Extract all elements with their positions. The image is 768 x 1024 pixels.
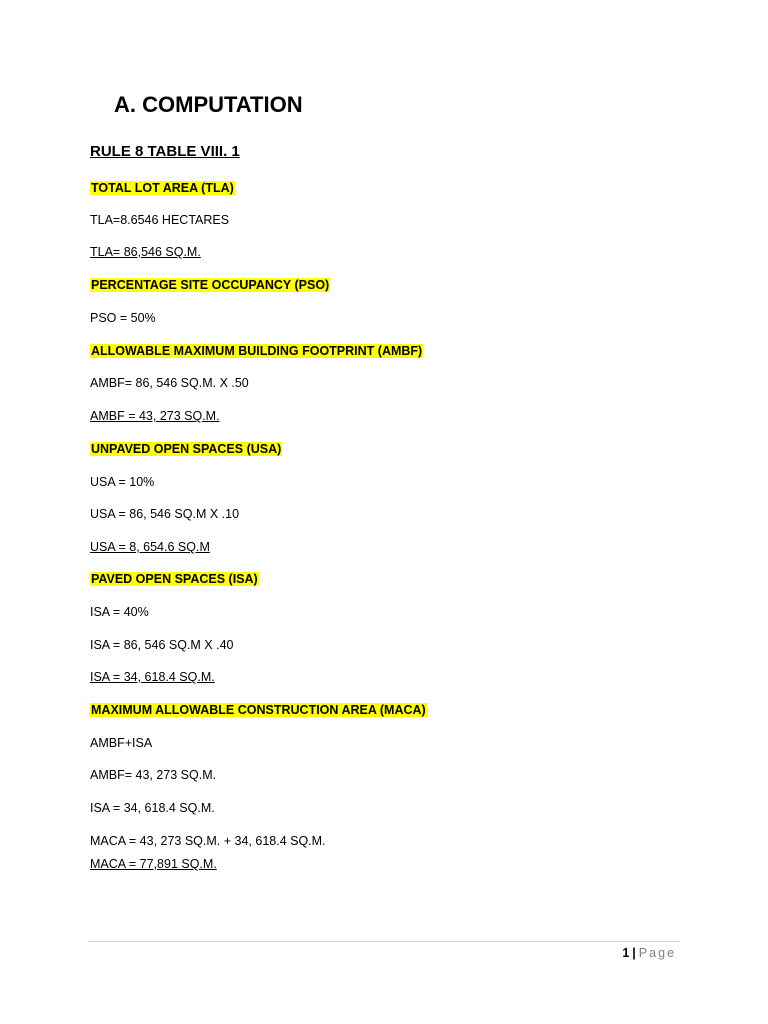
computation-line (90, 408, 220, 424)
line-text: MACA = 77,891 SQ.M. (90, 857, 217, 871)
line-text: TLA=8.6546 HECTARES (90, 213, 230, 227)
computation-line (90, 735, 152, 751)
line-text: MACA = 43, 273 SQ.M. + 34, 618.4 SQ.M. (90, 834, 326, 848)
section-heading (90, 277, 330, 293)
heading-text: PERCENTAGE SITE OCCUPANCY (PSO) (91, 278, 330, 292)
section-heading (90, 702, 427, 718)
line-text: AMBF = 43, 273 SQ.M. (90, 409, 220, 423)
heading-text: PAVED OPEN SPACES (ISA) (91, 572, 258, 586)
page-title: A. COMPUTATION (114, 92, 303, 117)
computation-line (90, 856, 217, 872)
page-label: Page (638, 946, 676, 960)
line-text: ISA = 40% (90, 605, 149, 619)
heading-text: UNPAVED OPEN SPACES (USA) (91, 442, 282, 456)
computation-line (90, 800, 215, 816)
line-text: USA = 86, 546 SQ.M X .10 (90, 507, 240, 521)
line-text: AMBF+ISA (90, 736, 153, 750)
section-heading (90, 343, 423, 359)
footer-divider (88, 941, 680, 942)
section-heading (90, 441, 282, 457)
section-heading (90, 180, 235, 196)
computation-line (90, 669, 215, 685)
computation-line (90, 474, 154, 490)
heading-text: MAXIMUM ALLOWABLE CONSTRUCTION AREA (MACA) (91, 703, 426, 717)
line-text: ISA = 86, 546 SQ.M X .40 (90, 638, 234, 652)
line-text: TLA= 86,546 SQ.M. (90, 245, 201, 259)
computation-line (90, 212, 229, 228)
page-number: 1 (622, 946, 630, 960)
line-text: PSO = 50% (90, 311, 156, 325)
section-heading (90, 571, 259, 587)
computation-line (90, 539, 210, 555)
computation-line (90, 244, 201, 260)
line-text: ISA = 34, 618.4 SQ.M. (90, 670, 215, 684)
page-footer (622, 944, 676, 962)
computation-line (90, 833, 326, 849)
footer-separator: | (632, 946, 636, 960)
line-text: ISA = 34, 618.4 SQ.M. (90, 801, 215, 815)
heading-text: TOTAL LOT AREA (TLA) (91, 181, 234, 195)
computation-line (90, 767, 216, 783)
section-subtitle: RULE 8 TABLE VIII. 1 (90, 143, 240, 160)
computation-line (90, 375, 249, 391)
computation-line (90, 310, 156, 326)
computation-line (90, 506, 239, 522)
line-text: USA = 8, 654.6 SQ.M (90, 540, 210, 554)
heading-text: ALLOWABLE MAXIMUM BUILDING FOOTPRINT (AMBF) (91, 344, 423, 358)
line-text: AMBF= 86, 546 SQ.M. X .50 (90, 376, 249, 390)
line-text: USA = 10% (90, 475, 155, 489)
computation-line (90, 604, 149, 620)
line-text: AMBF= 43, 273 SQ.M. (90, 768, 217, 782)
computation-line (90, 637, 234, 653)
